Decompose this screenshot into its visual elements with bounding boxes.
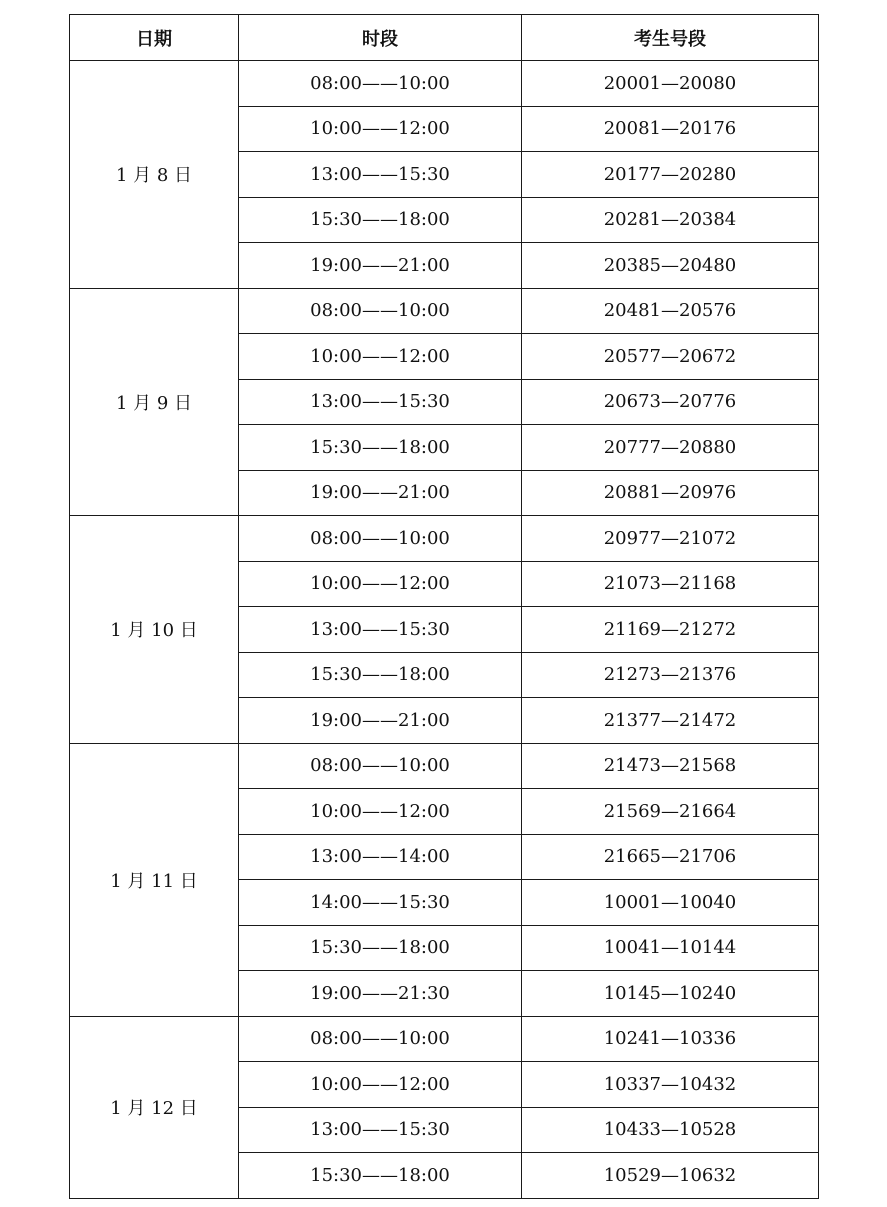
time-slot-cell: 19:00——21:00 <box>239 243 522 289</box>
time-slot-cell: 13:00——15:30 <box>239 1107 522 1153</box>
header-row <box>70 15 819 61</box>
time-slot-cell: 10:00——12:00 <box>239 561 522 607</box>
exam-schedule-table <box>69 14 819 1199</box>
time-slot-cell: 10:00——12:00 <box>239 334 522 380</box>
candidate-range-cell: 20977—21072 <box>522 516 819 562</box>
header-date: 日期 <box>70 15 239 61</box>
candidate-range-cell: 21273—21376 <box>522 652 819 698</box>
time-slot-cell: 19:00——21:00 <box>239 698 522 744</box>
candidate-range-cell: 21169—21272 <box>522 607 819 653</box>
time-slot-cell: 13:00——15:30 <box>239 379 522 425</box>
time-slot-cell: 08:00——10:00 <box>239 61 522 107</box>
candidate-range-cell: 20385—20480 <box>522 243 819 289</box>
time-slot-cell: 15:30——18:00 <box>239 925 522 971</box>
time-slot-cell: 14:00——15:30 <box>239 880 522 926</box>
table-row <box>70 288 819 334</box>
candidate-range-cell: 10529—10632 <box>522 1153 819 1199</box>
time-slot-cell: 08:00——10:00 <box>239 743 522 789</box>
candidate-range-cell: 10337—10432 <box>522 1062 819 1108</box>
candidate-range-cell: 20001—20080 <box>522 61 819 107</box>
candidate-range-cell: 20481—20576 <box>522 288 819 334</box>
candidate-range-cell: 20577—20672 <box>522 334 819 380</box>
time-slot-cell: 19:00——21:00 <box>239 470 522 516</box>
candidate-range-cell: 21377—21472 <box>522 698 819 744</box>
table-row <box>70 61 819 107</box>
time-slot-cell: 13:00——15:30 <box>239 152 522 198</box>
table-row <box>70 743 819 789</box>
time-slot-cell: 08:00——10:00 <box>239 1016 522 1062</box>
candidate-range-cell: 10241—10336 <box>522 1016 819 1062</box>
time-slot-cell: 15:30——18:00 <box>239 425 522 471</box>
candidate-range-cell: 10001—10040 <box>522 880 819 926</box>
header-range: 考生号段 <box>522 15 819 61</box>
table-row <box>70 516 819 562</box>
candidate-range-cell: 10433—10528 <box>522 1107 819 1153</box>
candidate-range-cell: 21665—21706 <box>522 834 819 880</box>
date-cell: 1 月 12 日 <box>70 1016 239 1198</box>
time-slot-cell: 15:30——18:00 <box>239 1153 522 1199</box>
schedule-body <box>70 61 819 1199</box>
time-slot-cell: 15:30——18:00 <box>239 197 522 243</box>
time-slot-cell: 08:00——10:00 <box>239 288 522 334</box>
candidate-range-cell: 20673—20776 <box>522 379 819 425</box>
candidate-range-cell: 20881—20976 <box>522 470 819 516</box>
time-slot-cell: 10:00——12:00 <box>239 106 522 152</box>
header-time: 时段 <box>239 15 522 61</box>
candidate-range-cell: 20081—20176 <box>522 106 819 152</box>
time-slot-cell: 10:00——12:00 <box>239 1062 522 1108</box>
candidate-range-cell: 10041—10144 <box>522 925 819 971</box>
table-row <box>70 1016 819 1062</box>
date-cell: 1 月 8 日 <box>70 61 239 289</box>
date-cell: 1 月 11 日 <box>70 743 239 1016</box>
candidate-range-cell: 21473—21568 <box>522 743 819 789</box>
time-slot-cell: 10:00——12:00 <box>239 789 522 835</box>
time-slot-cell: 15:30——18:00 <box>239 652 522 698</box>
candidate-range-cell: 21569—21664 <box>522 789 819 835</box>
candidate-range-cell: 20177—20280 <box>522 152 819 198</box>
time-slot-cell: 13:00——15:30 <box>239 607 522 653</box>
date-cell: 1 月 9 日 <box>70 288 239 516</box>
candidate-range-cell: 10145—10240 <box>522 971 819 1017</box>
time-slot-cell: 08:00——10:00 <box>239 516 522 562</box>
date-cell: 1 月 10 日 <box>70 516 239 744</box>
time-slot-cell: 13:00——14:00 <box>239 834 522 880</box>
candidate-range-cell: 21073—21168 <box>522 561 819 607</box>
candidate-range-cell: 20777—20880 <box>522 425 819 471</box>
time-slot-cell: 19:00——21:30 <box>239 971 522 1017</box>
candidate-range-cell: 20281—20384 <box>522 197 819 243</box>
